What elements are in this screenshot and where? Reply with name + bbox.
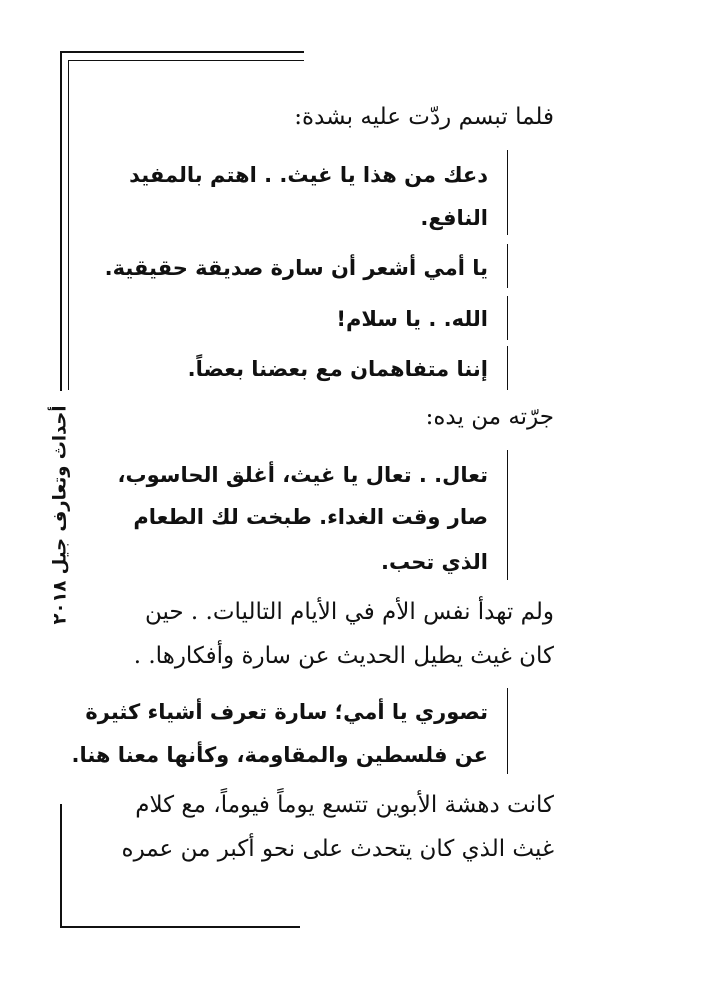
dialogue-bar [507,688,508,774]
side-title [38,400,82,630]
dialogue-bar [507,244,508,288]
narration-line: فلما تبسم ردّت عليه بشدة: [294,104,554,130]
narration-line: ولم تهدأ نفس الأم في الأيام التاليات. . حين [144,599,554,625]
dialogue-bar [507,296,508,340]
frame-bottom [60,926,300,928]
frame-top-outer [60,51,304,53]
dialogue-line: النافع. [420,206,488,230]
side-title-text: أحداث وتعارف جيل ٢٠١٨ [49,405,71,625]
dialogue-line: تصوري يا أمي؛ سارة تعرف أشياء كثيرة [85,700,488,724]
dialogue-bar [507,346,508,390]
dialogue-line: عن فلسطين والمقاومة، وكأنها معنا هنا. [71,743,488,767]
dialogue-bar [507,150,508,235]
narration-line: غيث الذي كان يتحدث على نحو أكبر من عمره [121,836,554,862]
frame-left-outer-upper [60,51,62,391]
narration-line: جرّته من يده: [425,404,554,430]
dialogue-line: تعال. . تعال يا غيث، أغلق الحاسوب، [117,463,488,487]
dialogue-line: دعك من هذا يا غيث. . اهتم بالمفيد [129,163,488,187]
dialogue-line: الذي تحب. [381,550,488,574]
narration-line: كانت دهشة الأبوين تتسع يوماً فيوماً، مع كلام [135,792,554,818]
dialogue-line: إننا متفاهمان مع بعضنا بعضاً. [187,357,488,381]
dialogue-line: الله. . يا سلام! [336,307,488,331]
narration-line: كان غيث يطيل الحديث عن سارة وأفكارها. . [133,643,554,669]
frame-left-inner-upper [68,60,69,390]
dialogue-line: يا أمي أشعر أن سارة صديقة حقيقية. [104,256,488,280]
frame-left-lower [60,804,62,927]
dialogue-bar [507,450,508,580]
dialogue-line: صار وقت الغداء. طبخت لك الطعام [133,505,488,529]
frame-top-inner [68,60,304,61]
